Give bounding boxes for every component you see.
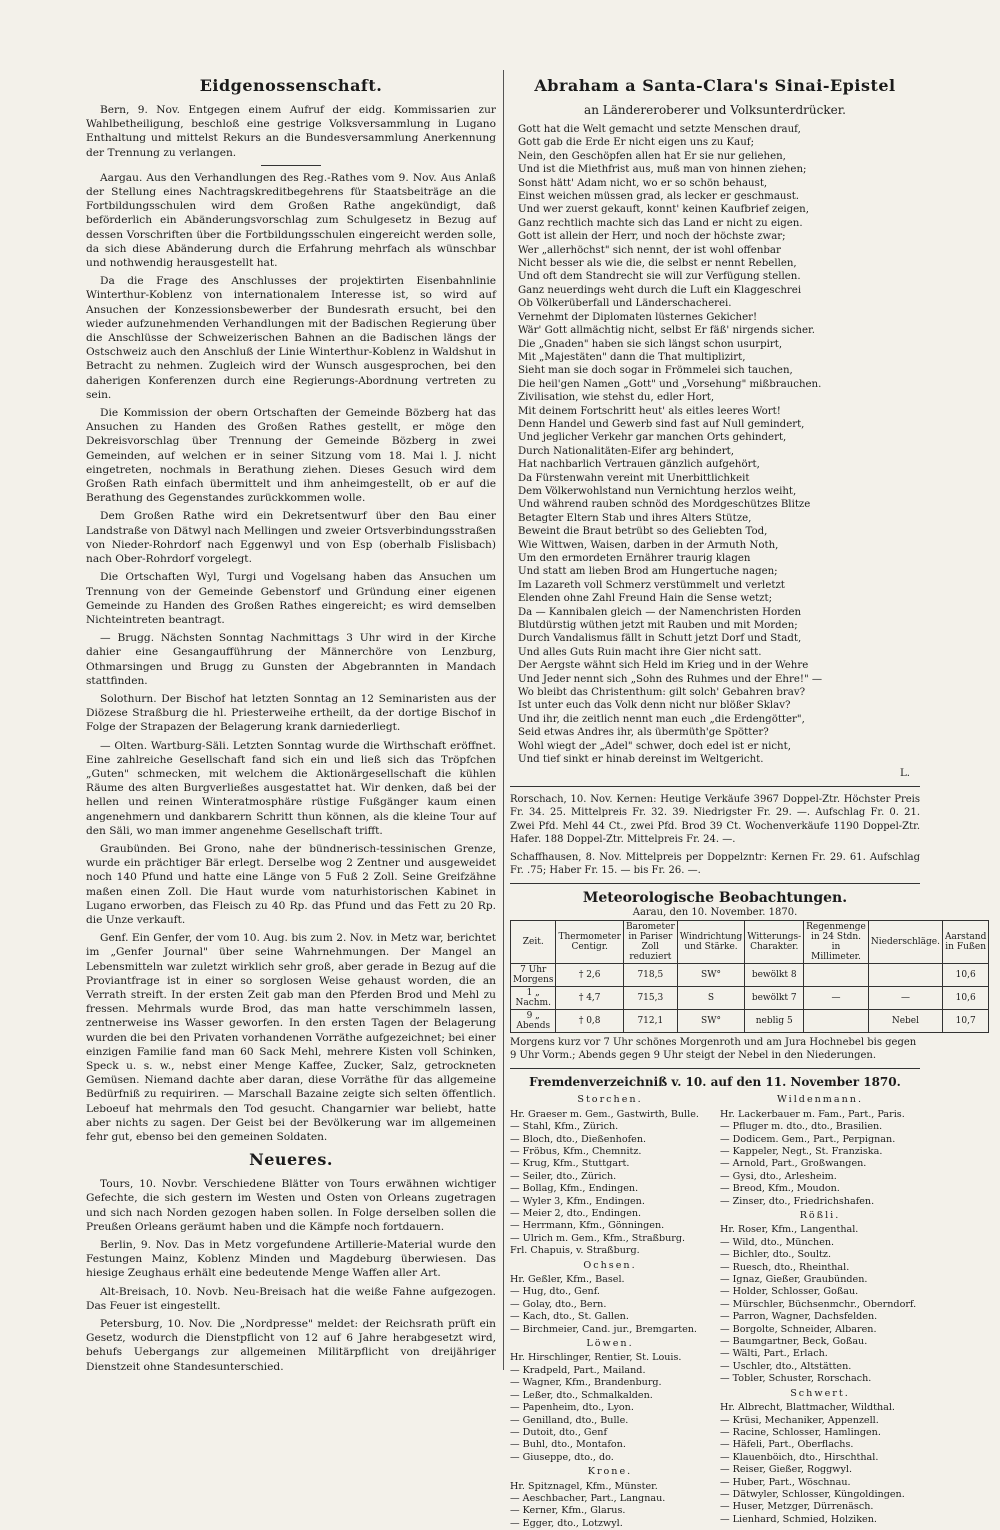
article-paragraph: — Olten. Wartburg-Säli. Letzten Sonntag wurde die Wirthschaft eröffnet. Eine zahlreiche Gesellschaft fand sich ein und ließ sich das Tröpfchen „Guten" schmecken, mit welchem die Aktionärgesellschaft die kühlen Räume des alten Burgverließes ausgestattet hat. Wir denken, daß bei der hellen und reinen Winteratmosphäre rüstige Fußgänger kaum einen angenehmern und dankbarern Schritt thun können, als die kleine Tour auf den Säli, wo man immer angenehme Gesellschaft trifft. [86, 739, 496, 837]
poem-line: Der Aergste wähnt sich Held im Krieg und in der Wehre [518, 660, 809, 672]
poem-line: Nicht besser als wie die, die selbst er nennt Rebellen, [518, 258, 797, 270]
poem-line: Einst weichen müssen grad, als lecker er geschmaust. [518, 191, 800, 203]
met-row [511, 1010, 989, 1033]
rule [510, 883, 920, 884]
poem-line: Sieht man sie doch sogar in Frömmelei sich tauchen, [518, 365, 793, 377]
poem-body [518, 123, 920, 780]
news-paragraph: Tours, 10. Novbr. Verschiedene Blätter von Tours erwähnen wichtiger Gefechte, die sich gestern im Westen und Osten von Orleans zugetragen und sich nach Norden gezogen haben sollen. In Folge derselben sollen die Preußen Orleans geräumt haben und die Kämpfe noch fortdauern. [86, 1178, 496, 1233]
article-paragraph: Solothurn. Der Bischof hat letzten Sonntag an 12 Seminaristen aus der Diözese Straßburg die hl. Priesterweihe ertheilt, da der dortige Bischof in Folge der Strapazen der Belagerung krank darniederliegt. [86, 692, 496, 734]
met-cell [804, 964, 869, 987]
hotel-name: Rößli. [799, 1210, 841, 1221]
guest-entry: — Hug, dto., Genf. [510, 1286, 600, 1298]
met-cell: 9 „ Abends [511, 1010, 556, 1033]
guest-entry: — Dodicem. Gem., Part., Perpignan. [720, 1133, 896, 1145]
guest-entry: — Ignaz, Gießer, Graubünden. [720, 1274, 868, 1286]
market-report: Rorschach, 10. Nov. Kernen: Heutige Verkäufe 3967 Doppel-Ztr. Höchster Preis Fr. 34. 25. Mittelpreis Fr. 32. 39. Niedrigster Fr. 29. —. Aufschlag Fr. 0. 21. Zwei Pfd. Mehl 44 Ct., zwei Pfd. Brod 39 Ct. Wochenverkäufe 1190 Doppel-Ztr. Hafer. 188 Doppel-Ztr. Mittelpreis Fr. 24. —. [510, 793, 920, 846]
poem-line: Gott ist allein der Herr, und noch der höchste zwar; [518, 231, 786, 243]
poem-title: Abraham a Santa-Clara's Sinai-Epistel [534, 76, 896, 95]
guest-entry: — Dätwyler, Schlosser, Küngoldingen. [720, 1488, 905, 1500]
met-cell: 10,7 [943, 1010, 989, 1033]
poem-line: Da — Kannibalen gleich — der Namenchristen Horden [518, 606, 802, 618]
guest-entry: — Ruesch, dto., Rheinthal. [720, 1261, 850, 1273]
rule [261, 165, 321, 166]
rule [510, 1068, 920, 1069]
guest-entry: — Krüsi, Mechaniker, Appenzell. [720, 1414, 879, 1426]
guest-entry: — Kappeler, Negt., St. Franziska. [720, 1145, 883, 1157]
poem-line: Und während rauben schnöd des Mordgeschützes Blitze [518, 499, 811, 511]
poem-line: Wohl wiegt der „Adel" schwer, doch edel ist er nicht, [518, 740, 791, 752]
met-cell [868, 964, 942, 987]
met-header-cell: Windrichtung und Stärke. [677, 921, 745, 964]
met-header-cell: Barometer in Pariser Zoll reduziert [623, 921, 677, 964]
guest-entry: — Wild, dto., München. [720, 1236, 835, 1248]
poem-line: Ob Völkerüberfall und Länderschacherei. [518, 298, 732, 310]
poem-line: Hat nachbarlich Vertrauen gänzlich aufgehört, [518, 459, 760, 471]
article-paragraph: Da die Frage des Anschlusses der projektirten Eisenbahnlinie Winterthur-Koblenz von internationalem Interesse ist, so wird auf Ansuchen der Konzessionsbewerber der Bundesrath ersucht, bei den wieder aufzunehmenden Verhandlungen mit der Badischen Regierung über die Anschlüsse der Schweizerischen Bahnen an die Badischen längs der Ostschweiz auch den Anschluß der Linie Winterthur-Koblenz in Waldshut in Betracht zu nehmen. Zugleich wird der Wunsch ausgesprochen, bei den daherigen Konferenzen durch eine Regierungs-Abordnung vertreten zu sein. [86, 275, 496, 401]
guest-entry: — Wyler 3, Kfm., Endingen. [510, 1195, 645, 1207]
column-divider [503, 70, 504, 1370]
poem-line: Ganz rechtlich machte sich das Land er nicht zu eigen. [518, 217, 803, 229]
guest-entry: Hr. Hirschlinger, Rentier, St. Louis. [510, 1352, 682, 1364]
article-paragraph: Genf. Ein Genfer, der vom 10. Aug. bis zum 2. Nov. in Metz war, berichtet im „Genfer Journal" über seine Wahrnehmungen. Der Mangel an Lebensmitteln war zuletzt wirklich sehr groß, aber gerade in Bezug auf die Proviantfrage ist in einer so sorglosen Weise gehaust worden, die an Verrath streift. In der ersten Zeit gab man den Pferden Brod und Mehl zu fressen. Mehrmals wurde Brod, das man hatte verschimmeln lassen, zentnerweise ins Wasser geworfen. In den ersten Tagen der Belagerung wurden die bei den Privaten vorhandenen Vorräthe aufgezeichnet; bei einer einzigen Familie fand man 60 Sack Mehl, mehrere Kisten voll Schinken, Speck u. s. w., nebst einer Menge Kaffee, Zucker, Salz, getrockneten Gemüsen. Niemand dachte aber daran, diese Vorräthe für das allgemeine Bedürfniß zu requiriren. — Marschall Bazaine zeigte sich selten öffentlich. Leboeuf hat mehrmals den Tod gesucht. Changarnier war beliebt, hatte aber nichts zu sagen. Der Geist bei der Bevölkerung war im allgemeinen fehr gut, ebenso bei den gemeinen Soldaten. [86, 932, 496, 1144]
poem-line: Elenden ohne Zahl Freund Hain die Sense wetzt; [518, 593, 773, 605]
poem-line: Wer „allerhöchst" sich nennt, der ist wohl offenbar [518, 244, 781, 256]
poem-line: Und Jeder nennt sich „Sohn des Ruhmes und der Ehre!" — [518, 673, 823, 685]
market-report: Schaffhausen, 8. Nov. Mittelpreis per Doppelzntr: Kernen Fr. 29. 61. Aufschlag Fr. .75; Haber Fr. 15. — bis Fr. 26. —. [510, 851, 920, 876]
poem-signature: L. [899, 767, 910, 779]
rule [510, 786, 920, 787]
met-header-cell: Regenmenge in 24 Stdn. in Millimeter. [804, 921, 869, 964]
news-paragraph: Petersburg, 10. Nov. Die „Nordpresse" meldet: der Reichsrath prüft ein Gesetz, wodurch die Dienstpflicht von 12 auf 6 Jahre herabgesetzt wird, behufs Uebergangs zur allgemeinen Militärpflicht von dreijähriger Dienstzeit ohne Standesunterschied. [86, 1318, 496, 1373]
guest-entry: — Holder, Schlosser, Goßau. [720, 1286, 859, 1298]
neueres-articles [86, 1177, 496, 1374]
guest-entry: — Klauenböich, dto., Hirschthal. [720, 1451, 879, 1463]
guest-entry: Hr. Albrecht, Blattmacher, Wildthal. [720, 1402, 895, 1414]
guest-entry: — Zinser, dto., Friedrichshafen. [720, 1195, 875, 1207]
hotel-name: Storchen. [577, 1094, 643, 1106]
met-row [511, 987, 989, 1010]
poem-line: Im Lazareth voll Schmerz verstümmelt und verletzt [518, 579, 785, 591]
article-paragraph: Die Ortschaften Wyl, Turgi und Vogelsang haben das Ansuchen um Trennung von der Gemeinde Gebenstorf und Gründung einer eigenen Gemeinde zu Handen des Großen Rathes eingereicht; es wird demselben Nichteintreten beantragt. [86, 571, 496, 626]
news-paragraph: Berlin, 9. Nov. Das in Metz vorgefundene Artillerie-Material wurde den Festungen Mainz, Koblenz Minden und Magdeburg überwiesen. Das hiesige Zeughaus erhält eine bedeutende Menge Waffen aller Art. [86, 1239, 496, 1280]
hotel-name: Krone. [587, 1466, 633, 1478]
guest-entry: — Gysi, dto., Arlesheim. [720, 1170, 837, 1182]
poem-line: Mit deinem Fortschritt heut' als eitles leeres Wort! [518, 405, 781, 417]
hotel-name: Schwert. [790, 1387, 850, 1399]
met-row [511, 964, 989, 987]
guest-entry: — Reiser, Gießer, Roggwyl. [720, 1464, 853, 1476]
met-header-cell: Thermometer Centigr. [556, 921, 624, 964]
met-cell: S [677, 987, 745, 1010]
article-paragraph: — Brugg. Nächsten Sonntag Nachmittags 3 Uhr wird in der Kirche dahier eine Gesangaufführung der Männerchöre von Lenzburg, Othmarsingen und Brugg zu Gunsten der Abgebrannten in Mandach stattfinden. [86, 632, 496, 687]
poem-line: Wo bleibt das Christenthum: gilt solch' Gebahren brav? [518, 687, 806, 699]
poem-line: Ganz neuerdings weht durch die Luft ein Klaggeschrei [518, 284, 802, 296]
met-subtitle: Aarau, den 10. November. 1870. [632, 907, 798, 919]
guest-entry: — Seiler, dto., Zürich. [510, 1170, 617, 1182]
met-cell: — [804, 987, 869, 1010]
met-header-cell: Witterungs-Charakter. [745, 921, 804, 964]
guest-entry: — Kerner, Kfm., Glarus. [510, 1505, 626, 1517]
met-table [510, 920, 989, 1033]
met-cell: † 0,8 [556, 1010, 624, 1033]
met-cell: 7 Uhr Morgens [511, 964, 556, 987]
poem-line: Durch Nationalitäten-Eifer arg behindert, [518, 445, 735, 457]
guest-entry: — Pfluger m. dto., dto., Brasilien. [720, 1121, 883, 1133]
fremden-title: Fremdenverzeichniß v. 10. auf den 11. November 1870. [529, 1075, 901, 1090]
right-column [510, 70, 987, 1529]
fremden-col-1 [510, 1092, 710, 1530]
guest-entry: — Parron, Wagner, Dachsfelden. [720, 1311, 878, 1323]
met-cell: SW° [677, 1010, 745, 1033]
guest-entry: — Wagner, Kfm., Brandenburg. [510, 1377, 662, 1389]
poem-line: Mit „Majestäten" dann die That multiplizirt, [518, 351, 746, 363]
met-header-cell: Zeit. [511, 921, 556, 964]
poem-line: Und tief sinkt er hinab dereinst im Weltgericht. [518, 754, 764, 766]
met-header-row [511, 921, 989, 964]
guest-entry: — Kradpeld, Part., Mailand. [510, 1364, 646, 1376]
poem-line: Vernehmt der Diplomaten lüsternes Gekicher! [518, 311, 758, 323]
guest-entry: — Lienhard, Schmied, Holziken. [720, 1513, 877, 1525]
guest-entry: — Arnold, Part., Großwangen. [720, 1158, 867, 1170]
met-cell: 10,6 [943, 987, 989, 1010]
met-note: Morgens kurz vor 7 Uhr schönes Morgenroth und am Jura Hochnebel bis gegen 9 Uhr Vorm.; Abends gegen 9 Uhr steigt der Nebel in den Niederungen. [510, 1037, 917, 1062]
guest-entry: — Krug, Kfm., Stuttgart. [510, 1158, 630, 1170]
poem-subtitle: an Ländereroberer und Volksunterdrücker. [584, 103, 846, 117]
poem-line: Und ihr, die zeitlich nennt man euch „die Erdengötter", [518, 713, 805, 725]
poem-line: Und statt am lieben Brod am Hungertuche nagen; [518, 566, 778, 578]
poem-line: Sonst hätt' Adam nicht, wo er so schön behaust, [518, 177, 768, 189]
guest-entry: — Huser, Metzger, Dürrenäsch. [720, 1501, 874, 1513]
poem-line: Gott hat die Welt gemacht und setzte Menschen drauf, [518, 124, 801, 135]
poem-line: Denn Handel und Gewerb sind fast auf Null gemindert, [518, 418, 805, 430]
news-paragraph: Alt-Breisach, 10. Novb. Neu-Breisach hat die weiße Fahne aufgezogen. Das Feuer ist eingestellt. [86, 1285, 496, 1312]
guest-entry: — Meier 2, dto., Endingen. [510, 1208, 642, 1219]
met-cell: bewölkt 7 [745, 987, 804, 1010]
met-cell: 10,6 [943, 964, 989, 987]
section-title-neueres: Neueres. [249, 1150, 333, 1170]
met-cell: 1 „ Nachm. [511, 987, 556, 1010]
poem-line: Und ist die Miethfrist aus, muß man von hinnen ziehen; [518, 164, 807, 176]
poem-line: Dem Völkerwohlstand nun Vernichtung herzlos weiht, [518, 485, 797, 497]
guest-entry: — Bichler, dto., Soultz. [720, 1249, 831, 1261]
market-reports [510, 793, 920, 877]
poem-line: Da Fürstenwahn vereint mit Unerbittlichkeit [518, 472, 750, 484]
met-cell: 718,5 [623, 964, 677, 987]
met-cell: neblig 5 [745, 1010, 804, 1033]
poem-line: Um den ermordeten Ernährer traurig klagen [518, 553, 751, 564]
fremden-col-2 [720, 1092, 920, 1530]
guest-entry: — Buhl, dto., Montafon. [510, 1439, 626, 1451]
hotel-name: Wildenmann. [776, 1094, 864, 1106]
article-paragraph: Graubünden. Bei Grono, nahe der bündnerisch-tessinischen Grenze, wurde ein prächtiger Bär erlegt. Derselbe wog 2 Zentner und ausgeweidet noch 140 Pfund und hatte eine Länge von 5 Fuß 2 Zoll. Seine Greifzähne maßen einen Zoll. Die Haut wurde vom naturhistorischen Kabinet in Lugano erworben, das Fleisch zu 40 Rp. das Pfund und das Fett zu 20 Rp. die Unze verkauft. [86, 842, 496, 926]
guest-entry: — Mürschler, Büchsenmchr., Oberndorf. [720, 1298, 917, 1310]
guest-entry: — Golay, dto., Bern. [510, 1298, 607, 1310]
guest-entry: — Wälti, Part., Erlach. [720, 1348, 828, 1360]
met-cell: 712,1 [623, 1010, 677, 1033]
poem-line: Die „Gnaden" haben sie sich längst schon usurpirt, [518, 338, 783, 350]
guest-entry: — Baumgartner, Beck, Goßau. [720, 1336, 868, 1348]
guest-entry: Hr. Roser, Kfm., Langenthal. [720, 1224, 859, 1236]
guest-entry: Hr. Geßler, Kfm., Basel. [510, 1274, 625, 1286]
article-paragraph: Dem Großen Rathe wird ein Dekretsentwurf über den Bau einer Landstraße von Dätwyl nach Mellingen und zweier Ortsverbindungsstraßen von Nieder-Rohrdorf nach Eggenwyl und von Esp (oberhalb Fislisbach) nach Ober-Rohrdorf vorgelegt. [86, 510, 496, 566]
hotel-name: Ochsen. [583, 1259, 637, 1271]
met-header-cell: Aarstand in Fußen [943, 921, 989, 964]
guest-entry: — Herrmann, Kfm., Gönningen. [510, 1220, 665, 1232]
fremden-columns [510, 1092, 920, 1530]
poem-line: Wär' Gott allmächtig nicht, selbst Er fäß' nirgends sicher. [518, 325, 816, 337]
poem-line: Betagter Eltern Stab und ihres Alters Stütze, [518, 512, 752, 524]
poem-line: Beweint die Braut betrübt so des Geliebten Tod, [518, 526, 768, 538]
poem-line: Ist unter euch das Volk denn nicht nur blößer Sklav? [518, 700, 791, 712]
guest-entry: Hr. Spitznagel, Kfm., Münster. [510, 1480, 658, 1492]
met-cell: bewölkt 8 [745, 964, 804, 987]
guest-entry: — Genilland, dto., Bulle. [510, 1414, 629, 1426]
guest-entry: — Tobler, Schuster, Rorschach. [720, 1373, 872, 1385]
guest-entry: Frl. Chapuis, v. Straßburg. [510, 1245, 640, 1257]
guest-entry: — Borgolte, Schneider, Albaren. [720, 1323, 877, 1335]
guest-entry: — Fröbus, Kfm., Chemnitz. [510, 1145, 642, 1157]
guest-entry: — Racine, Schlosser, Hamlingen. [720, 1426, 881, 1438]
met-cell: SW° [677, 964, 745, 987]
guest-entry: — Dutoit, dto., Genf [510, 1426, 607, 1438]
guest-entry: — Huber, Part., Wöschnau. [720, 1476, 851, 1488]
met-cell: † 2,6 [556, 964, 624, 987]
met-cell: † 4,7 [556, 987, 624, 1010]
poem-line: Seid etwas Andres ihr, als übermüth'ge Spötter? [518, 727, 769, 739]
guest-entry: — Egger, dto., Lotzwyl. [510, 1517, 623, 1529]
guest-entry: — Kach, dto., St. Gallen. [510, 1311, 629, 1323]
poem-line: Wie Wittwen, Waisen, darben in der Armuth Noth, [518, 539, 779, 551]
guest-entry: — Leßer, dto., Schmalkalden. [510, 1389, 653, 1401]
poem-line: Und oft dem Standrecht sie will zur Verfügung stellen. [518, 271, 801, 283]
poem-line: Nein, den Geschöpfen allen hat Er sie nur geliehen, [518, 150, 786, 162]
poem-line: Und alles Guts Ruin macht ihre Gier nicht satt. [518, 646, 762, 658]
poem-line: Gott gab die Erde Er nicht eigen uns zu Kauf; [518, 137, 754, 149]
guest-entry: — Stahl, Kfm., Zürich. [510, 1121, 619, 1133]
met-cell: 715,3 [623, 987, 677, 1010]
section-title-eidgenossenschaft: Eidgenossenschaft. [199, 76, 383, 95]
guest-entry: — Bollag, Kfm., Endingen. [510, 1183, 639, 1195]
left-column [86, 70, 496, 1373]
guest-entry: — Bloch, dto., Dießenhofen. [510, 1133, 647, 1145]
guest-entry: — Häfeli, Part., Oberflachs. [720, 1439, 854, 1451]
poem-line: Die heil'gen Namen „Gott" und „Vorsehung" mißbrauchen. [518, 378, 822, 390]
guest-entry: Hr. Lackerbauer m. Fam., Part., Paris. [720, 1108, 905, 1120]
article-paragraph: Die Kommission der obern Ortschaften der Gemeinde Bözberg hat das Ansuchen zu Handen des Großen Rathes gestellt, er möge den Dekreisvorschlag über Trennung der Gemeinde Bözberg in zwei Gemeinden, auf welchen er in seiner Sitzung vom 18. Mai l. J. nicht eingetreten, nochmals in Berathung ziehen. Dieses Gesuch wird dem Großen Rath einfach übermittelt und ihm anheimgestellt, ob er auf die Berathung des Gegenstandes zurückkommen wolle. [86, 407, 496, 505]
poem-line: Und wer zuerst gekauft, konnt' keinen Kaufbrief zeigen, [518, 204, 809, 216]
guest-entry: — Ulrich m. Gem., Kfm., Straßburg. [510, 1232, 686, 1244]
hotel-name: Löwen. [586, 1338, 634, 1350]
met-cell: Nebel [868, 1010, 942, 1033]
guest-entry: Hr. Graeser m. Gem., Gastwirth, Bulle. [510, 1108, 699, 1120]
guest-entry: — Papenheim, dto., Lyon. [510, 1402, 634, 1414]
poem-line: Durch Vandalismus fällt in Schutt jetzt Dorf und Stadt, [518, 633, 802, 645]
met-body [511, 964, 989, 1033]
guest-entry: — Aeschbacher, Part., Langnau. [510, 1492, 666, 1504]
guest-entry: — Uschler, dto., Altstätten. [720, 1360, 852, 1372]
guest-entry: — Giuseppe, dto., do. [510, 1451, 614, 1463]
article-paragraph: Aargau. Aus den Verhandlungen des Reg.-Rathes vom 9. Nov. Aus Anlaß der Stellung eines Nachtragskreditbegehrens für Staatsbeiträge an die Fortbildungsschulen wird dem Großen Rathe angekündigt, daß beförderlich ein Abänderungsvorschlag zum Schulgesetz in Bezug auf dessen Vorschriften über die Fortbildungsschulen eingereicht werden solle, da sich diese Abänderung durch die Erfahrung mehrfach als wünschbar und nothwendig herausgestellt hat. [86, 171, 496, 270]
poem-line: Und jeglicher Verkehr gar manchen Orts gehindert, [518, 432, 787, 444]
poem-line: Blutdürstig wüthen jetzt mit Rauben und mit Morden; [518, 620, 798, 632]
poem-line: Zivilisation, wie stehst du, edler Hort, [518, 392, 715, 404]
met-cell: — [868, 987, 942, 1010]
left-articles [86, 103, 496, 1144]
met-header-cell: Niederschläge. [868, 921, 942, 964]
guest-entry: — Birchmeier, Cand. jur., Bremgarten. [510, 1323, 697, 1335]
met-title: Meteorologische Beobachtungen. [582, 890, 848, 907]
guest-entry: — Breod, Kfm., Moudon. [720, 1183, 840, 1195]
article-paragraph: Bern, 9. Nov. Entgegen einem Aufruf der eidg. Kommissarien zur Wahlbetheiligung, beschloß eine gestrige Volksversammlung in Lugano Enthaltung und mittelst Rekurs an die Bundesversammlung Anerkennung der Trennung zu verlangen. [86, 104, 496, 159]
met-cell [804, 1010, 869, 1033]
